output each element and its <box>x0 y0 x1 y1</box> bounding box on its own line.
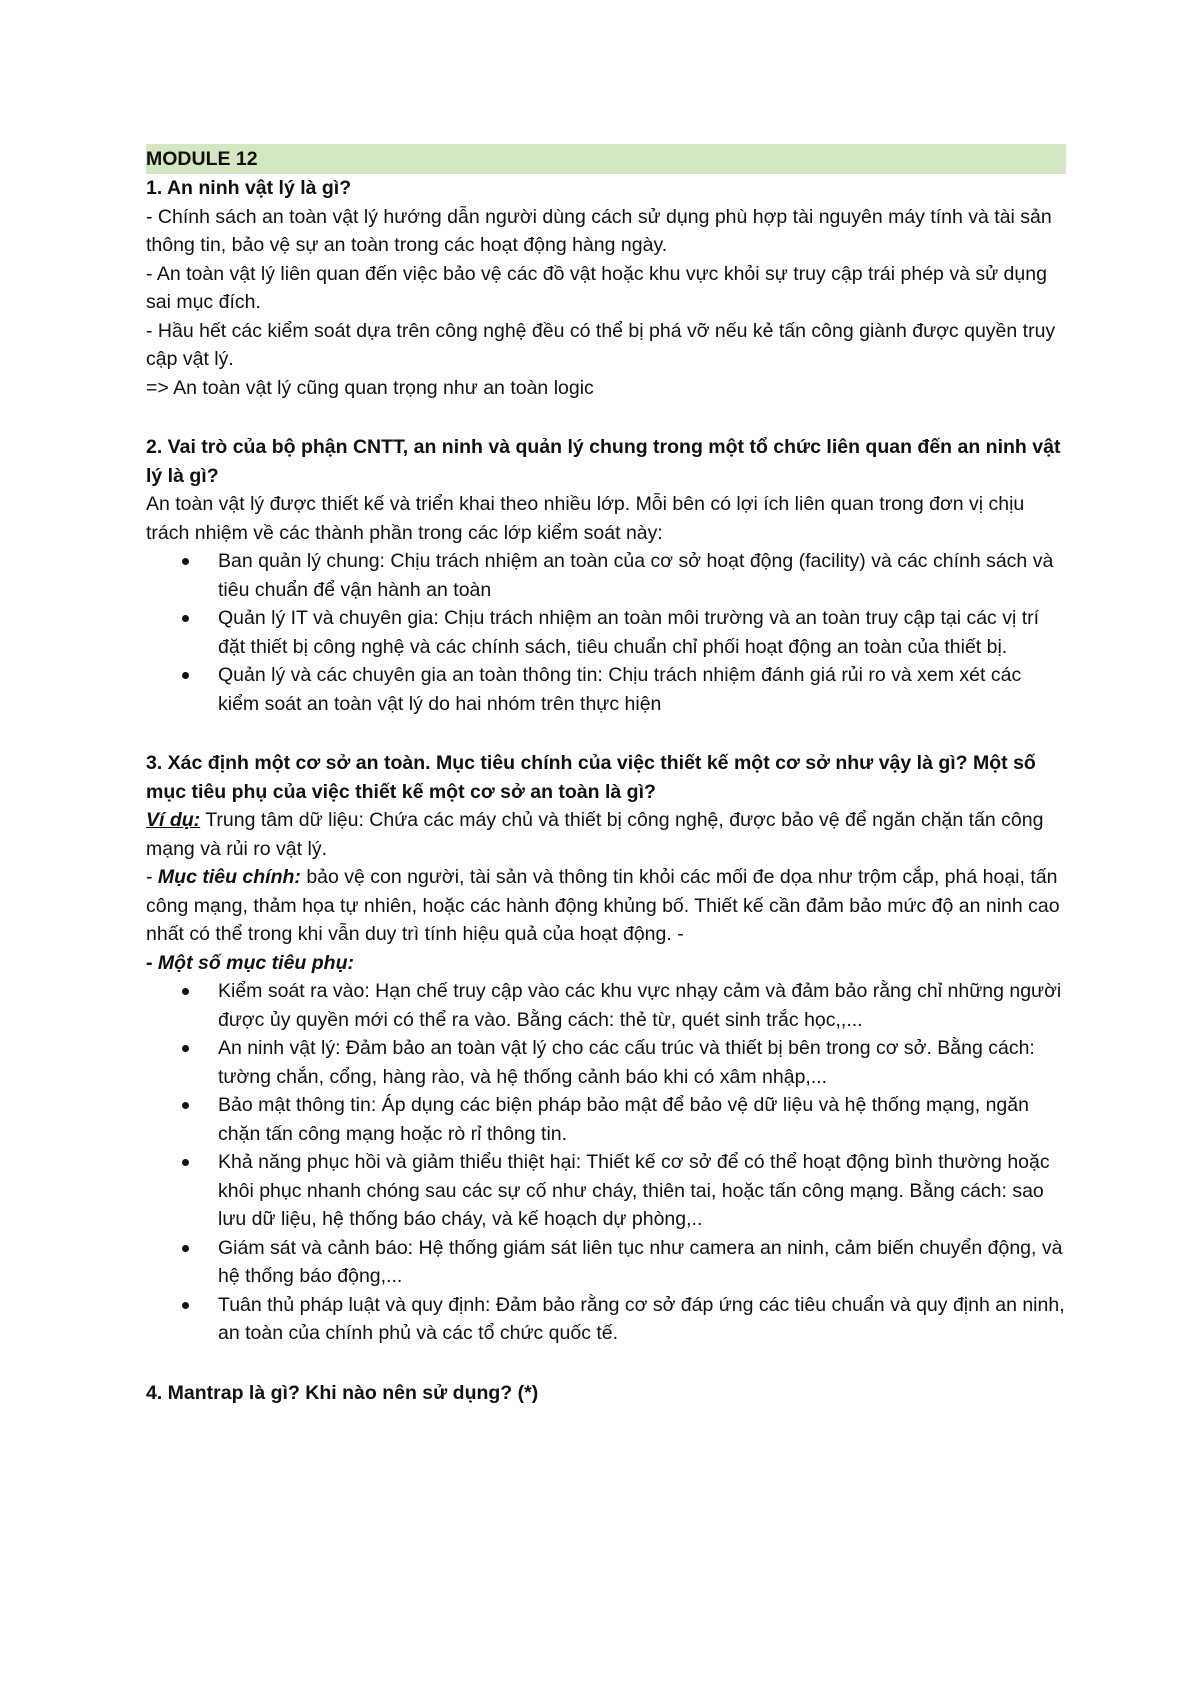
list-item <box>146 1034 1066 1091</box>
section3-heading: 3. Xác định một cơ sở an toàn. Mục tiêu chính của việc thiết kế một cơ sở như vậy là gì? Một số mục tiêu phụ của việc thiết kế một cơ sở an toàn là gì? <box>146 752 1036 803</box>
section3-main-goal <box>146 863 1066 949</box>
bullet-icon <box>182 558 189 565</box>
list-item-text: Bảo mật thông tin: Áp dụng các biện pháp bảo mật để bảo vệ dữ liệu và hệ thống mạng, ngăn chặn tấn công mạng hoặc rò rỉ thông tin. <box>218 1094 1029 1145</box>
section2-bullet-list <box>146 547 1066 718</box>
section-spacer <box>146 402 1066 433</box>
section2-heading: 2. Vai trò của bộ phận CNTT, an ninh và quản lý chung trong một tổ chức liên quan đến an ninh vật lý là gì? <box>146 436 1061 487</box>
section3-bullet-list <box>146 977 1066 1348</box>
main-goal-text: bảo vệ con người, tài sản và thông tin khỏi các mối đe dọa như trộm cắp, phá hoại, tấn công mạng, thảm họa tự nhiên, hoặc các hành động khủng bố. Thiết kế cần đảm bảo mức độ an ninh cao nhất có thể trong khi vẫn duy trì tính hiệu quả của hoạt động. - <box>146 866 1060 945</box>
section2-intro: An toàn vật lý được thiết kế và triển khai theo nhiều lớp. Mỗi bên có lợi ích liên quan trong đơn vị chịu trách nhiệm về các thành phần trong các lớp kiểm soát này: <box>146 493 1025 544</box>
example-text: Trung tâm dữ liệu: Chứa các máy chủ và thiết bị công nghệ, được bảo vệ để ngăn chặn tấn công mạng và rủi ro vật lý. <box>146 809 1044 860</box>
bullet-icon <box>182 1102 189 1109</box>
list-item <box>146 604 1066 661</box>
list-item <box>146 1291 1066 1348</box>
section4-heading: 4. Mantrap là gì? Khi nào nên sử dụng? (*) <box>146 1381 539 1404</box>
list-item-text: Quản lý IT và chuyên gia: Chịu trách nhiệm an toàn môi trường và an toàn truy cập tại các vị trí đặt thiết bị công nghệ và các chính sách, tiêu chuẩn chỉ phối hoạt động an toàn của thiết bị. <box>218 607 1040 658</box>
bullet-icon <box>182 1159 189 1166</box>
bullet-icon <box>182 615 189 622</box>
list-item-text: Kiểm soát ra vào: Hạn chế truy cập vào các khu vực nhạy cảm và đảm bảo rằng chỉ những người được ủy quyền mới có thể ra vào. Bằng cách: thẻ từ, quét sinh trắc học,,... <box>218 980 1062 1031</box>
section1-paragraph: - Hầu hết các kiểm soát dựa trên công nghệ đều có thể bị phá vỡ nếu kẻ tấn công giành được quyền truy cập vật lý. <box>146 319 1056 370</box>
bullet-icon <box>182 672 189 679</box>
document-page <box>146 144 1066 1407</box>
bullet-icon <box>182 988 189 995</box>
module-title: MODULE 12 <box>146 144 1066 174</box>
bullet-icon <box>182 1245 189 1252</box>
list-item-text: Ban quản lý chung: Chịu trách nhiệm an toàn của cơ sở hoạt động (facility) và các chính sách và tiêu chuẩn để vận hành an toàn <box>218 550 1054 601</box>
list-item-text: Quản lý và các chuyên gia an toàn thông tin: Chịu trách nhiệm đánh giá rủi ro và xem xét các kiểm soát an toàn vật lý do hai nhóm trên thực hiện <box>218 664 1022 715</box>
list-item <box>146 1091 1066 1148</box>
section3-example <box>146 806 1066 863</box>
list-item-text: An ninh vật lý: Đảm bảo an toàn vật lý cho các cấu trúc và thiết bị bên trong cơ sở. Bằng cách: tường chắn, cổng, hàng rào, và hệ thống cảnh báo khi có xâm nhập,... <box>218 1037 1035 1088</box>
section1-heading: 1. An ninh vật lý là gì? <box>146 177 352 199</box>
section1-paragraph: - Chính sách an toàn vật lý hướng dẫn người dùng cách sử dụng phù hợp tài nguyên máy tính và tài sản thông tin, bảo vệ sự an toàn trong các hoạt động hàng ngày. <box>146 205 1052 256</box>
section1-conclusion: => An toàn vật lý cũng quan trọng như an toàn logic <box>146 376 594 399</box>
list-item <box>146 1234 1066 1291</box>
main-goal-label: Mục tiêu chính: <box>157 866 301 888</box>
list-item <box>146 977 1066 1034</box>
section1-paragraph: - An toàn vật lý liên quan đến việc bảo vệ các đồ vật hoặc khu vực khỏi sự truy cập trái phép và sử dụng sai mục đích. <box>146 262 1047 313</box>
list-item <box>146 661 1066 718</box>
example-label: Ví dụ: <box>146 809 201 831</box>
section-spacer <box>146 1348 1066 1379</box>
bullet-icon <box>182 1302 189 1309</box>
section-spacer <box>146 718 1066 749</box>
list-item <box>146 1148 1066 1234</box>
list-item-text: Giám sát và cảnh báo: Hệ thống giám sát liên tục như camera an ninh, cảm biến chuyển động, và hệ thống báo động,... <box>218 1236 1063 1287</box>
bullet-icon <box>182 1045 189 1052</box>
main-goal-prefix: - <box>146 866 158 888</box>
list-item-text: Khả năng phục hồi và giảm thiểu thiệt hại: Thiết kế cơ sở để có thể hoạt động bình thường hoặc khôi phục nhanh chóng sau các sự cố như cháy, thiên tai, hoặc tấn công mạng. Bằng cách: sao lưu dữ liệu, hệ thống báo cháy, và kế hoạch dự phòng,.. <box>218 1151 1050 1230</box>
list-item-text: Tuân thủ pháp luật và quy định: Đảm bảo rằng cơ sở đáp ứng các tiêu chuẩn và quy định an ninh, an toàn của chính phủ và các tổ chức quốc tế. <box>218 1293 1065 1344</box>
sub-goals-label: - Một số mục tiêu phụ: <box>146 951 354 974</box>
list-item <box>146 547 1066 604</box>
